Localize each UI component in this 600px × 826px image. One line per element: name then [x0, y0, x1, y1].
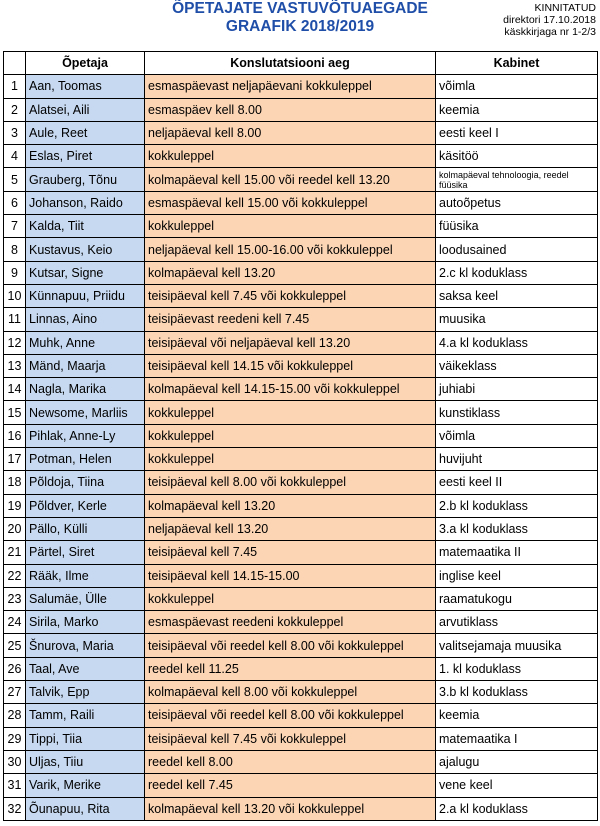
teacher-name: Muhk, Anne	[26, 331, 145, 354]
row-number: 22	[4, 564, 26, 587]
room-name: võimla	[436, 424, 598, 447]
teacher-name: Potman, Helen	[26, 448, 145, 471]
room-name: 3.a kl koduklass	[436, 517, 598, 540]
consultation-time: reedel kell 8.00	[145, 750, 436, 773]
consultation-schedule-table	[3, 51, 598, 821]
header-consultation-time: Konslutatsiooni aeg	[145, 52, 436, 75]
room-name: saksa keel	[436, 284, 598, 307]
teacher-name: Tippi, Tiia	[26, 727, 145, 750]
table-row	[4, 750, 598, 773]
teacher-name: Talvik, Epp	[26, 681, 145, 704]
room-name: kolmapäeval tehnoloogia, reedel füüsika	[436, 168, 598, 191]
row-number: 19	[4, 494, 26, 517]
consultation-time: esmaspäevast reedeni kokkuleppel	[145, 611, 436, 634]
row-number: 28	[4, 704, 26, 727]
room-name: 2.c kl koduklass	[436, 261, 598, 284]
consultation-time: kolmapäeval kell 14.15-15.00 või kokkuleppel	[145, 378, 436, 401]
consultation-time: teisipäeval või neljapäeval kell 13.20	[145, 331, 436, 354]
table-header-row	[4, 52, 598, 75]
teacher-name: Kustavus, Keio	[26, 238, 145, 261]
room-name: 2.b kl koduklass	[436, 494, 598, 517]
title-line-1: ÕPETAJATE VASTUVÕTUAEGADE	[172, 0, 428, 17]
table-row	[4, 704, 598, 727]
consultation-time: teisipäeval kell 14.15-15.00	[145, 564, 436, 587]
consultation-time: kolmapäeval kell 13.20 või kokkuleppel	[145, 797, 436, 820]
consultation-time: kolmapäeval kell 13.20	[145, 261, 436, 284]
table-row	[4, 681, 598, 704]
consultation-time: teisipäeval kell 7.45 või kokkuleppel	[145, 727, 436, 750]
row-number: 4	[4, 145, 26, 168]
room-name: 1. kl koduklass	[436, 657, 598, 680]
consultation-time: reedel kell 11.25	[145, 657, 436, 680]
consultation-time: neljapäeval kell 15.00-16.00 või kokkuleppel	[145, 238, 436, 261]
row-number: 21	[4, 541, 26, 564]
row-number: 2	[4, 98, 26, 121]
table-row	[4, 145, 598, 168]
consultation-time: kolmapäeval kell 13.20	[145, 494, 436, 517]
teacher-name: Uljas, Tiiu	[26, 750, 145, 773]
consultation-time: esmaspäevast neljapäevani kokkuleppel	[145, 75, 436, 98]
row-number: 31	[4, 774, 26, 797]
table-row	[4, 401, 598, 424]
row-number: 13	[4, 354, 26, 377]
consultation-time: kokkuleppel	[145, 215, 436, 238]
table-body	[4, 75, 598, 821]
table-row	[4, 424, 598, 447]
row-number: 15	[4, 401, 26, 424]
teacher-name: Pällo, Külli	[26, 517, 145, 540]
room-name: valitsejamaja muusika	[436, 634, 598, 657]
teacher-name: Pärtel, Siret	[26, 541, 145, 564]
consultation-time: teisipäeval kell 7.45 või kokkuleppel	[145, 284, 436, 307]
table-row	[4, 471, 598, 494]
table-row	[4, 517, 598, 540]
table-row	[4, 634, 598, 657]
room-name: 2.a kl koduklass	[436, 797, 598, 820]
consultation-time: teisipäeval kell 7.45	[145, 541, 436, 564]
room-name: kunstiklass	[436, 401, 598, 424]
row-number: 7	[4, 215, 26, 238]
consultation-time: kokkuleppel	[145, 448, 436, 471]
row-number: 20	[4, 517, 26, 540]
row-number: 25	[4, 634, 26, 657]
table-row	[4, 587, 598, 610]
room-name: 3.b kl koduklass	[436, 681, 598, 704]
row-number: 17	[4, 448, 26, 471]
table-row	[4, 564, 598, 587]
consultation-time: teisipäeval või reedel kell 8.00 või kokkuleppel	[145, 634, 436, 657]
room-name: loodusained	[436, 238, 598, 261]
teacher-name: Künnapuu, Priidu	[26, 284, 145, 307]
approval-line-1: KINNITATUD	[534, 2, 596, 14]
row-number: 14	[4, 378, 26, 401]
row-number: 6	[4, 191, 26, 214]
row-number: 23	[4, 587, 26, 610]
row-number: 26	[4, 657, 26, 680]
room-name: autoõpetus	[436, 191, 598, 214]
header-teacher: Õpetaja	[26, 52, 145, 75]
consultation-time: kolmapäeval kell 15.00 või reedel kell 13.20	[145, 168, 436, 191]
row-number: 16	[4, 424, 26, 447]
table-row	[4, 378, 598, 401]
consultation-time: teisipäeval kell 14.15 või kokkuleppel	[145, 354, 436, 377]
table-row	[4, 331, 598, 354]
room-name: 4.a kl koduklass	[436, 331, 598, 354]
teacher-name: Kutsar, Signe	[26, 261, 145, 284]
table-row	[4, 261, 598, 284]
table-row	[4, 168, 598, 191]
row-number: 9	[4, 261, 26, 284]
room-name: keemia	[436, 704, 598, 727]
room-name: eesti keel I	[436, 121, 598, 144]
title-line-2: GRAAFIK 2018/2019	[225, 18, 375, 35]
header-number	[4, 52, 26, 75]
row-number: 30	[4, 750, 26, 773]
consultation-time: neljapäeval kell 8.00	[145, 121, 436, 144]
consultation-time: teisipäeval või reedel kell 8.00 või kokkuleppel	[145, 704, 436, 727]
table-row	[4, 774, 598, 797]
room-name: matemaatika II	[436, 541, 598, 564]
consultation-time: teisipäeval kell 8.00 või kokkuleppel	[145, 471, 436, 494]
teacher-name: Varik, Merike	[26, 774, 145, 797]
row-number: 29	[4, 727, 26, 750]
room-name: juhiabi	[436, 378, 598, 401]
teacher-name: Taal, Ave	[26, 657, 145, 680]
room-name: huvijuht	[436, 448, 598, 471]
approval-line-3: käskkirjaga nr 1-2/3	[504, 26, 596, 38]
table-row	[4, 354, 598, 377]
table-row	[4, 611, 598, 634]
row-number: 11	[4, 308, 26, 331]
room-name: ajalugu	[436, 750, 598, 773]
room-name: raamatukogu	[436, 587, 598, 610]
table-row	[4, 121, 598, 144]
teacher-name: Mänd, Maarja	[26, 354, 145, 377]
teacher-name: Sirila, Marko	[26, 611, 145, 634]
teacher-name: Salumäe, Ülle	[26, 587, 145, 610]
consultation-time: kokkuleppel	[145, 145, 436, 168]
table-row	[4, 494, 598, 517]
consultation-time: kolmapäeval kell 8.00 või kokkuleppel	[145, 681, 436, 704]
room-name: käsitöö	[436, 145, 598, 168]
room-name: matemaatika I	[436, 727, 598, 750]
teacher-name: Aule, Reet	[26, 121, 145, 144]
approval-line-2: direktori 17.10.2018	[503, 14, 596, 26]
teacher-name: Grauberg, Tõnu	[26, 168, 145, 191]
table-row	[4, 284, 598, 307]
teacher-name: Eslas, Piret	[26, 145, 145, 168]
room-name: muusika	[436, 308, 598, 331]
approval-note	[503, 2, 596, 38]
teacher-name: Aan, Toomas	[26, 75, 145, 98]
teacher-name: Nagla, Marika	[26, 378, 145, 401]
room-name: inglise keel	[436, 564, 598, 587]
table-row	[4, 541, 598, 564]
row-number: 3	[4, 121, 26, 144]
row-number: 12	[4, 331, 26, 354]
table-row	[4, 75, 598, 98]
row-number: 18	[4, 471, 26, 494]
teacher-name: Šnurova, Maria	[26, 634, 145, 657]
teacher-name: Kalda, Tiit	[26, 215, 145, 238]
teacher-name: Newsome, Marliis	[26, 401, 145, 424]
room-name: võimla	[436, 75, 598, 98]
room-name: vene keel	[436, 774, 598, 797]
room-name: füüsika	[436, 215, 598, 238]
row-number: 32	[4, 797, 26, 820]
consultation-time: esmaspäeval kell 15.00 või kokkuleppel	[145, 191, 436, 214]
room-name: eesti keel II	[436, 471, 598, 494]
row-number: 27	[4, 681, 26, 704]
consultation-time: teisipäevast reedeni kell 7.45	[145, 308, 436, 331]
teacher-name: Alatsei, Aili	[26, 98, 145, 121]
table-row	[4, 657, 598, 680]
row-number: 24	[4, 611, 26, 634]
table-row	[4, 308, 598, 331]
teacher-name: Pihlak, Anne-Ly	[26, 424, 145, 447]
consultation-time: neljapäeval kell 13.20	[145, 517, 436, 540]
table-row	[4, 797, 598, 820]
table-row	[4, 191, 598, 214]
teacher-name: Põldver, Kerle	[26, 494, 145, 517]
teacher-name: Johanson, Raido	[26, 191, 145, 214]
room-name: keemia	[436, 98, 598, 121]
consultation-time: kokkuleppel	[145, 587, 436, 610]
row-number: 1	[4, 75, 26, 98]
teacher-name: Põldoja, Tiina	[26, 471, 145, 494]
consultation-time: kokkuleppel	[145, 401, 436, 424]
row-number: 8	[4, 238, 26, 261]
table-row	[4, 238, 598, 261]
table-row	[4, 98, 598, 121]
room-name: arvutiklass	[436, 611, 598, 634]
teacher-name: Tamm, Raili	[26, 704, 145, 727]
room-name: väikeklass	[436, 354, 598, 377]
table-row	[4, 727, 598, 750]
teacher-name: Õunapuu, Rita	[26, 797, 145, 820]
teacher-name: Linnas, Aino	[26, 308, 145, 331]
table-row	[4, 215, 598, 238]
consultation-time: kokkuleppel	[145, 424, 436, 447]
teacher-name: Rääk, Ilme	[26, 564, 145, 587]
header-room: Kabinet	[436, 52, 598, 75]
row-number: 10	[4, 284, 26, 307]
consultation-time: reedel kell 7.45	[145, 774, 436, 797]
table-row	[4, 448, 598, 471]
consultation-time: esmaspäev kell 8.00	[145, 98, 436, 121]
row-number: 5	[4, 168, 26, 191]
